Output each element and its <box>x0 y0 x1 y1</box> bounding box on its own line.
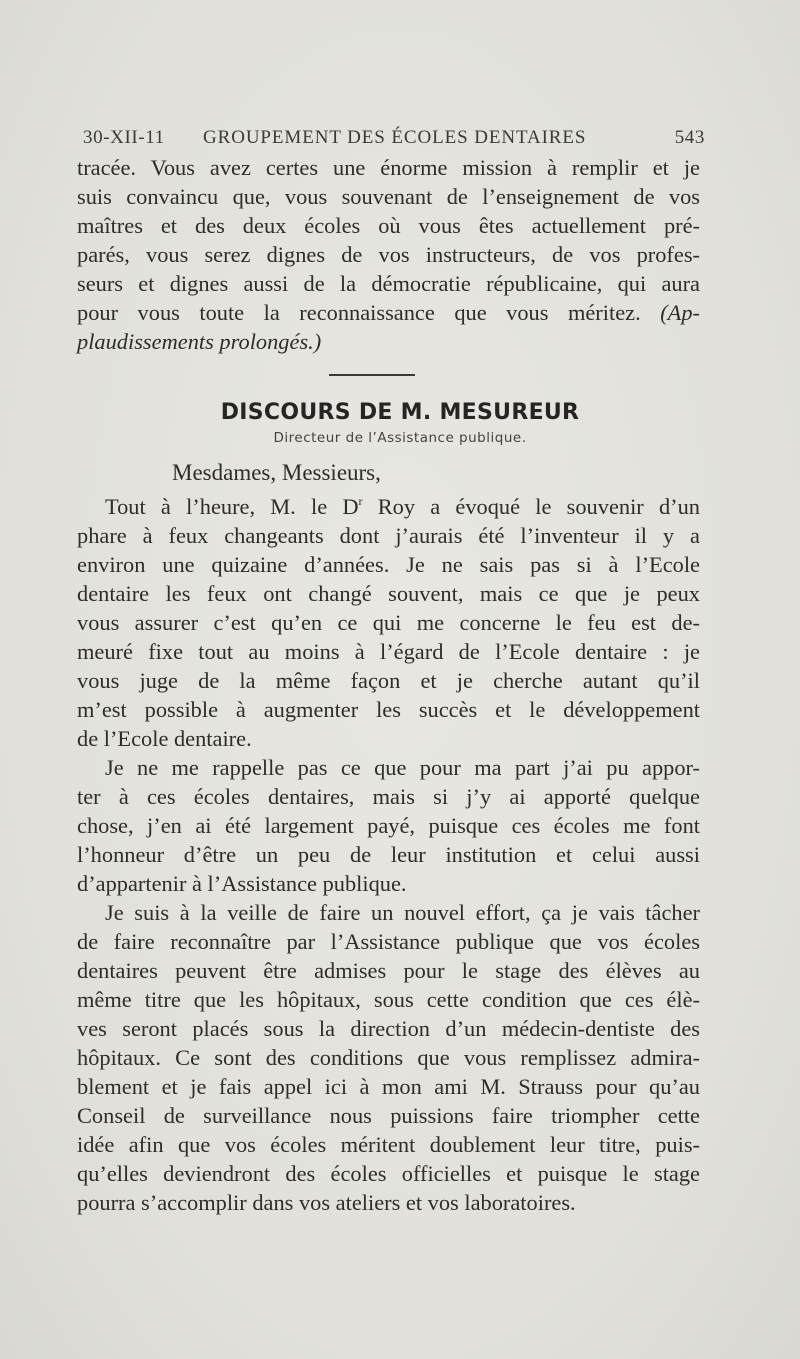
text-line: vous juge de la même façon et je cherche autant qu’il <box>77 668 700 693</box>
text-line: qu’elles deviendront des écoles officielles et puisque le stage <box>77 1161 700 1186</box>
text-segment: Roy a évoqué le souvenir d’un <box>362 494 700 519</box>
text-line: maîtres et des deux écoles où vous êtes actuellement pré- <box>77 213 700 238</box>
text-line: vous assurer c’est qu’en ce qui me concerne le feu est de- <box>77 610 700 635</box>
text-line: parés, vous serez dignes de vos instructeurs, de vos profes- <box>77 242 700 267</box>
text-line: suis convaincu que, vous souvenant de l’enseignement de vos <box>77 184 700 209</box>
text-line: phare à feux changeants dont j’aurais été l’inventeur il y a <box>77 523 700 548</box>
text-line: hôpitaux. Ce sont des conditions que vous remplissez admira- <box>77 1045 700 1070</box>
applause-note: (Ap- <box>660 300 700 325</box>
text-segment: Tout à l’heure, M. le D <box>105 494 359 519</box>
text-line: ves seront placés sous la direction d’un médecin-dentiste des <box>77 1016 700 1041</box>
text-line: ter à ces écoles dentaires, mais si j’y ai apporté quelque <box>77 784 700 809</box>
salutation: Mesdames, Messieurs, <box>172 460 381 485</box>
text-line: idée afin que vos écoles méritent doublement leur titre, puis- <box>77 1132 700 1157</box>
text-line <box>77 298 700 327</box>
speech-subheading: Directeur de l’Assistance publique. <box>273 430 527 446</box>
text-line: Je ne me rappelle pas ce que pour ma part j’ai pu appor- <box>105 755 700 780</box>
text-line: de l’Ecole dentaire. <box>77 726 252 751</box>
text-line: m’est possible à augmenter les succès et le développement <box>77 697 700 722</box>
opening-paragraph <box>77 153 700 356</box>
text-line: de faire reconnaître par l’Assistance publique que vos écoles <box>77 929 700 954</box>
text-line: dentaire les feux ont changé souvent, mais ce que je peux <box>77 581 700 606</box>
speech-heading: DISCOURS DE M. MESUREUR <box>220 400 580 425</box>
text-line: même titre que les hôpitaux, sous cette condition que ces élè- <box>77 987 700 1012</box>
text-line: tracée. Vous avez certes une énorme mission à remplir et je <box>77 155 700 180</box>
text-segment: pour vous toute la reconnaissance que vous méritez. <box>77 300 641 325</box>
section-divider <box>329 374 415 376</box>
running-head <box>83 127 705 151</box>
text-line: pourra s’accomplir dans vos ateliers et vos laboratoires. <box>77 1190 576 1215</box>
running-head-date: 30-XII-11 <box>83 127 165 148</box>
page-number: 543 <box>674 127 705 148</box>
superscript: r <box>358 494 363 508</box>
text-line: seurs et dignes aussi de la démocratie républicaine, qui aura <box>77 271 700 296</box>
text-line: blement et je fais appel ici à mon ami M. Strauss pour qu’au <box>77 1074 700 1099</box>
text-line: chose, j’en ai été largement payé, puisque ces écoles me font <box>77 813 700 838</box>
text-line <box>77 492 700 521</box>
text-line: meuré fixe tout au moins à l’égard de l’Ecole dentaire : je <box>77 639 700 664</box>
applause-note: plaudissements prolongés.) <box>77 329 322 354</box>
text-line: l’honneur d’être un peu de leur institution et celui aussi <box>77 842 700 867</box>
text-line: Conseil de surveillance nous puissions faire triompher cette <box>77 1103 700 1128</box>
running-head-title: GROUPEMENT DES ÉCOLES DENTAIRES <box>203 127 587 148</box>
text-line: Je suis à la veille de faire un nouvel effort, ça je vais tâcher <box>105 900 700 925</box>
text-line: environ une quizaine d’années. Je ne sais pas si à l’Ecole <box>77 552 700 577</box>
text-line: d’appartenir à l’Assistance publique. <box>77 871 407 896</box>
text-line: dentaires peuvent être admises pour le stage des élèves au <box>77 958 700 983</box>
speech-body <box>77 492 700 1217</box>
